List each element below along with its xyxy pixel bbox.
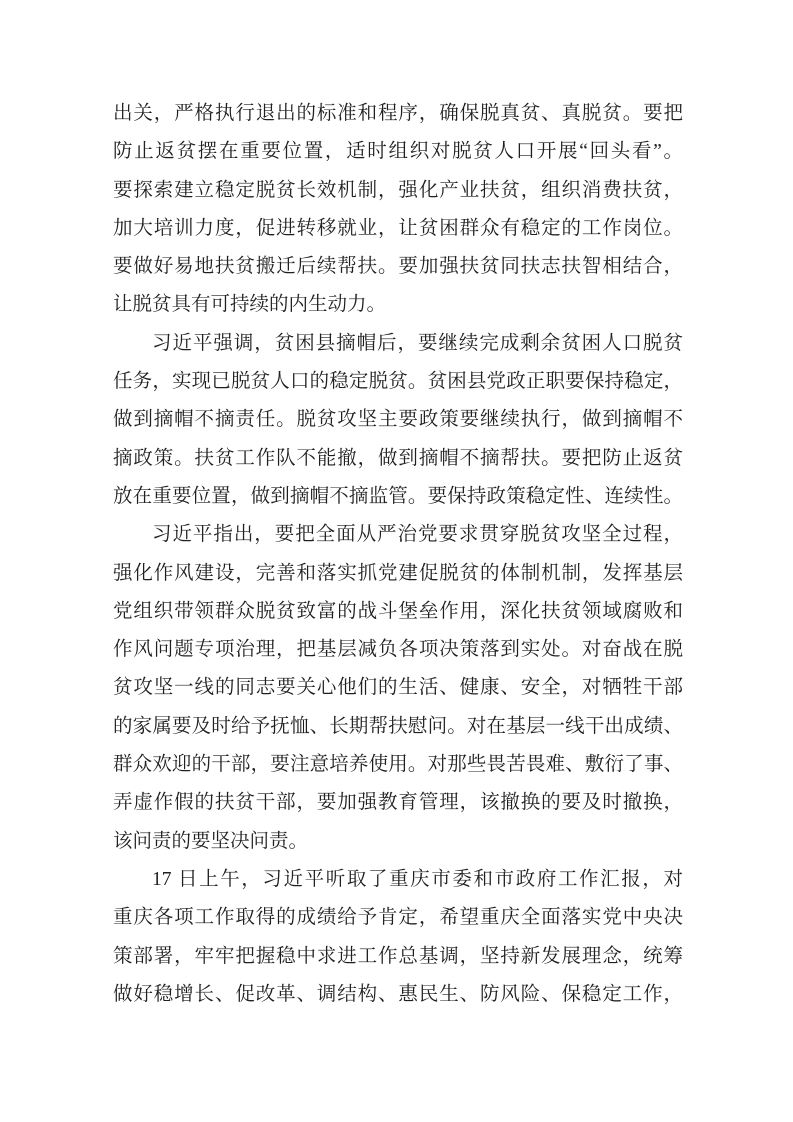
text-line: 加大培训力度，促进转移就业，让贫困群众有稳定的工作岗位。 [113,217,683,239]
text-line: 强化作风建设，完善和落实抓党建促脱贫的体制机制，发挥基层 [113,562,683,584]
text-line: 重庆各项工作取得的成绩给予肯定，希望重庆全面落实党中央决 [113,907,683,929]
text-line: 习近平指出，要把全面从严治党要求贯穿脱贫攻坚全过程， [152,524,683,546]
text-line: 的家属要及时给予抚恤、长期帮扶慰问。对在基层一线干出成绩、 [113,715,683,737]
document-body [113,95,683,1014]
text-line: 策部署，牢牢把握稳中求进工作总基调，坚持新发展理念，统筹 [113,945,683,967]
text-line: 做好稳增长、促改革、调结构、惠民生、防风险、保稳定工作， [113,983,683,1005]
text-line: 作风问题专项治理，把基层减负各项决策落到实处。对奋战在脱 [113,639,683,661]
text-line: 要做好易地扶贫搬迁后续帮扶。要加强扶贫同扶志扶智相结合， [113,256,683,278]
paragraph [113,516,683,861]
text-line: 党组织带领群众脱贫致富的战斗堡垒作用，深化扶贫领域腐败和 [113,600,683,622]
text-line: 防止返贫摆在重要位置，适时组织对脱贫人口开展“回头看”。 [113,141,683,163]
text-line: 弄虚作假的扶贫干部，要加强教育管理，该撤换的要及时撤换， [113,792,683,814]
text-line: 让脱贫具有可持续的内生动力。 [113,294,387,316]
paragraph [113,95,683,325]
text-line: 放在重要位置，做到摘帽不摘监管。要保持政策稳定性、连续性。 [113,485,683,507]
text-line: 该问责的要坚决问责。 [113,830,309,852]
text-line: 任务，实现已脱贫人口的稳定脱贫。贫困县党政正职要保持稳定， [113,371,683,393]
text-line: 习近平强调，贫困县摘帽后，要继续完成剩余贫困人口脱贫 [152,332,683,354]
text-line: 出关，严格执行退出的标准和程序，确保脱真贫、真脱贫。要把 [113,103,683,124]
paragraph [113,325,683,516]
text-line: 要探索建立稳定脱贫长效机制，强化产业扶贫，组织消费扶贫， [113,179,683,201]
text-line: 贫攻坚一线的同志要关心他们的生活、健康、安全，对牺牲干部 [113,677,683,699]
paragraph [113,861,683,1014]
text-line: 群众欢迎的干部，要注意培养使用。对那些畏苦畏难、敷衍了事、 [113,754,683,776]
text-line: 摘政策。扶贫工作队不能撤，做到摘帽不摘帮扶。要把防止返贫 [113,447,683,469]
text-line: 17 日上午，习近平听取了重庆市委和市政府工作汇报，对 [152,868,683,890]
text-line: 做到摘帽不摘责任。脱贫攻坚主要政策要继续执行，做到摘帽不 [113,409,683,431]
